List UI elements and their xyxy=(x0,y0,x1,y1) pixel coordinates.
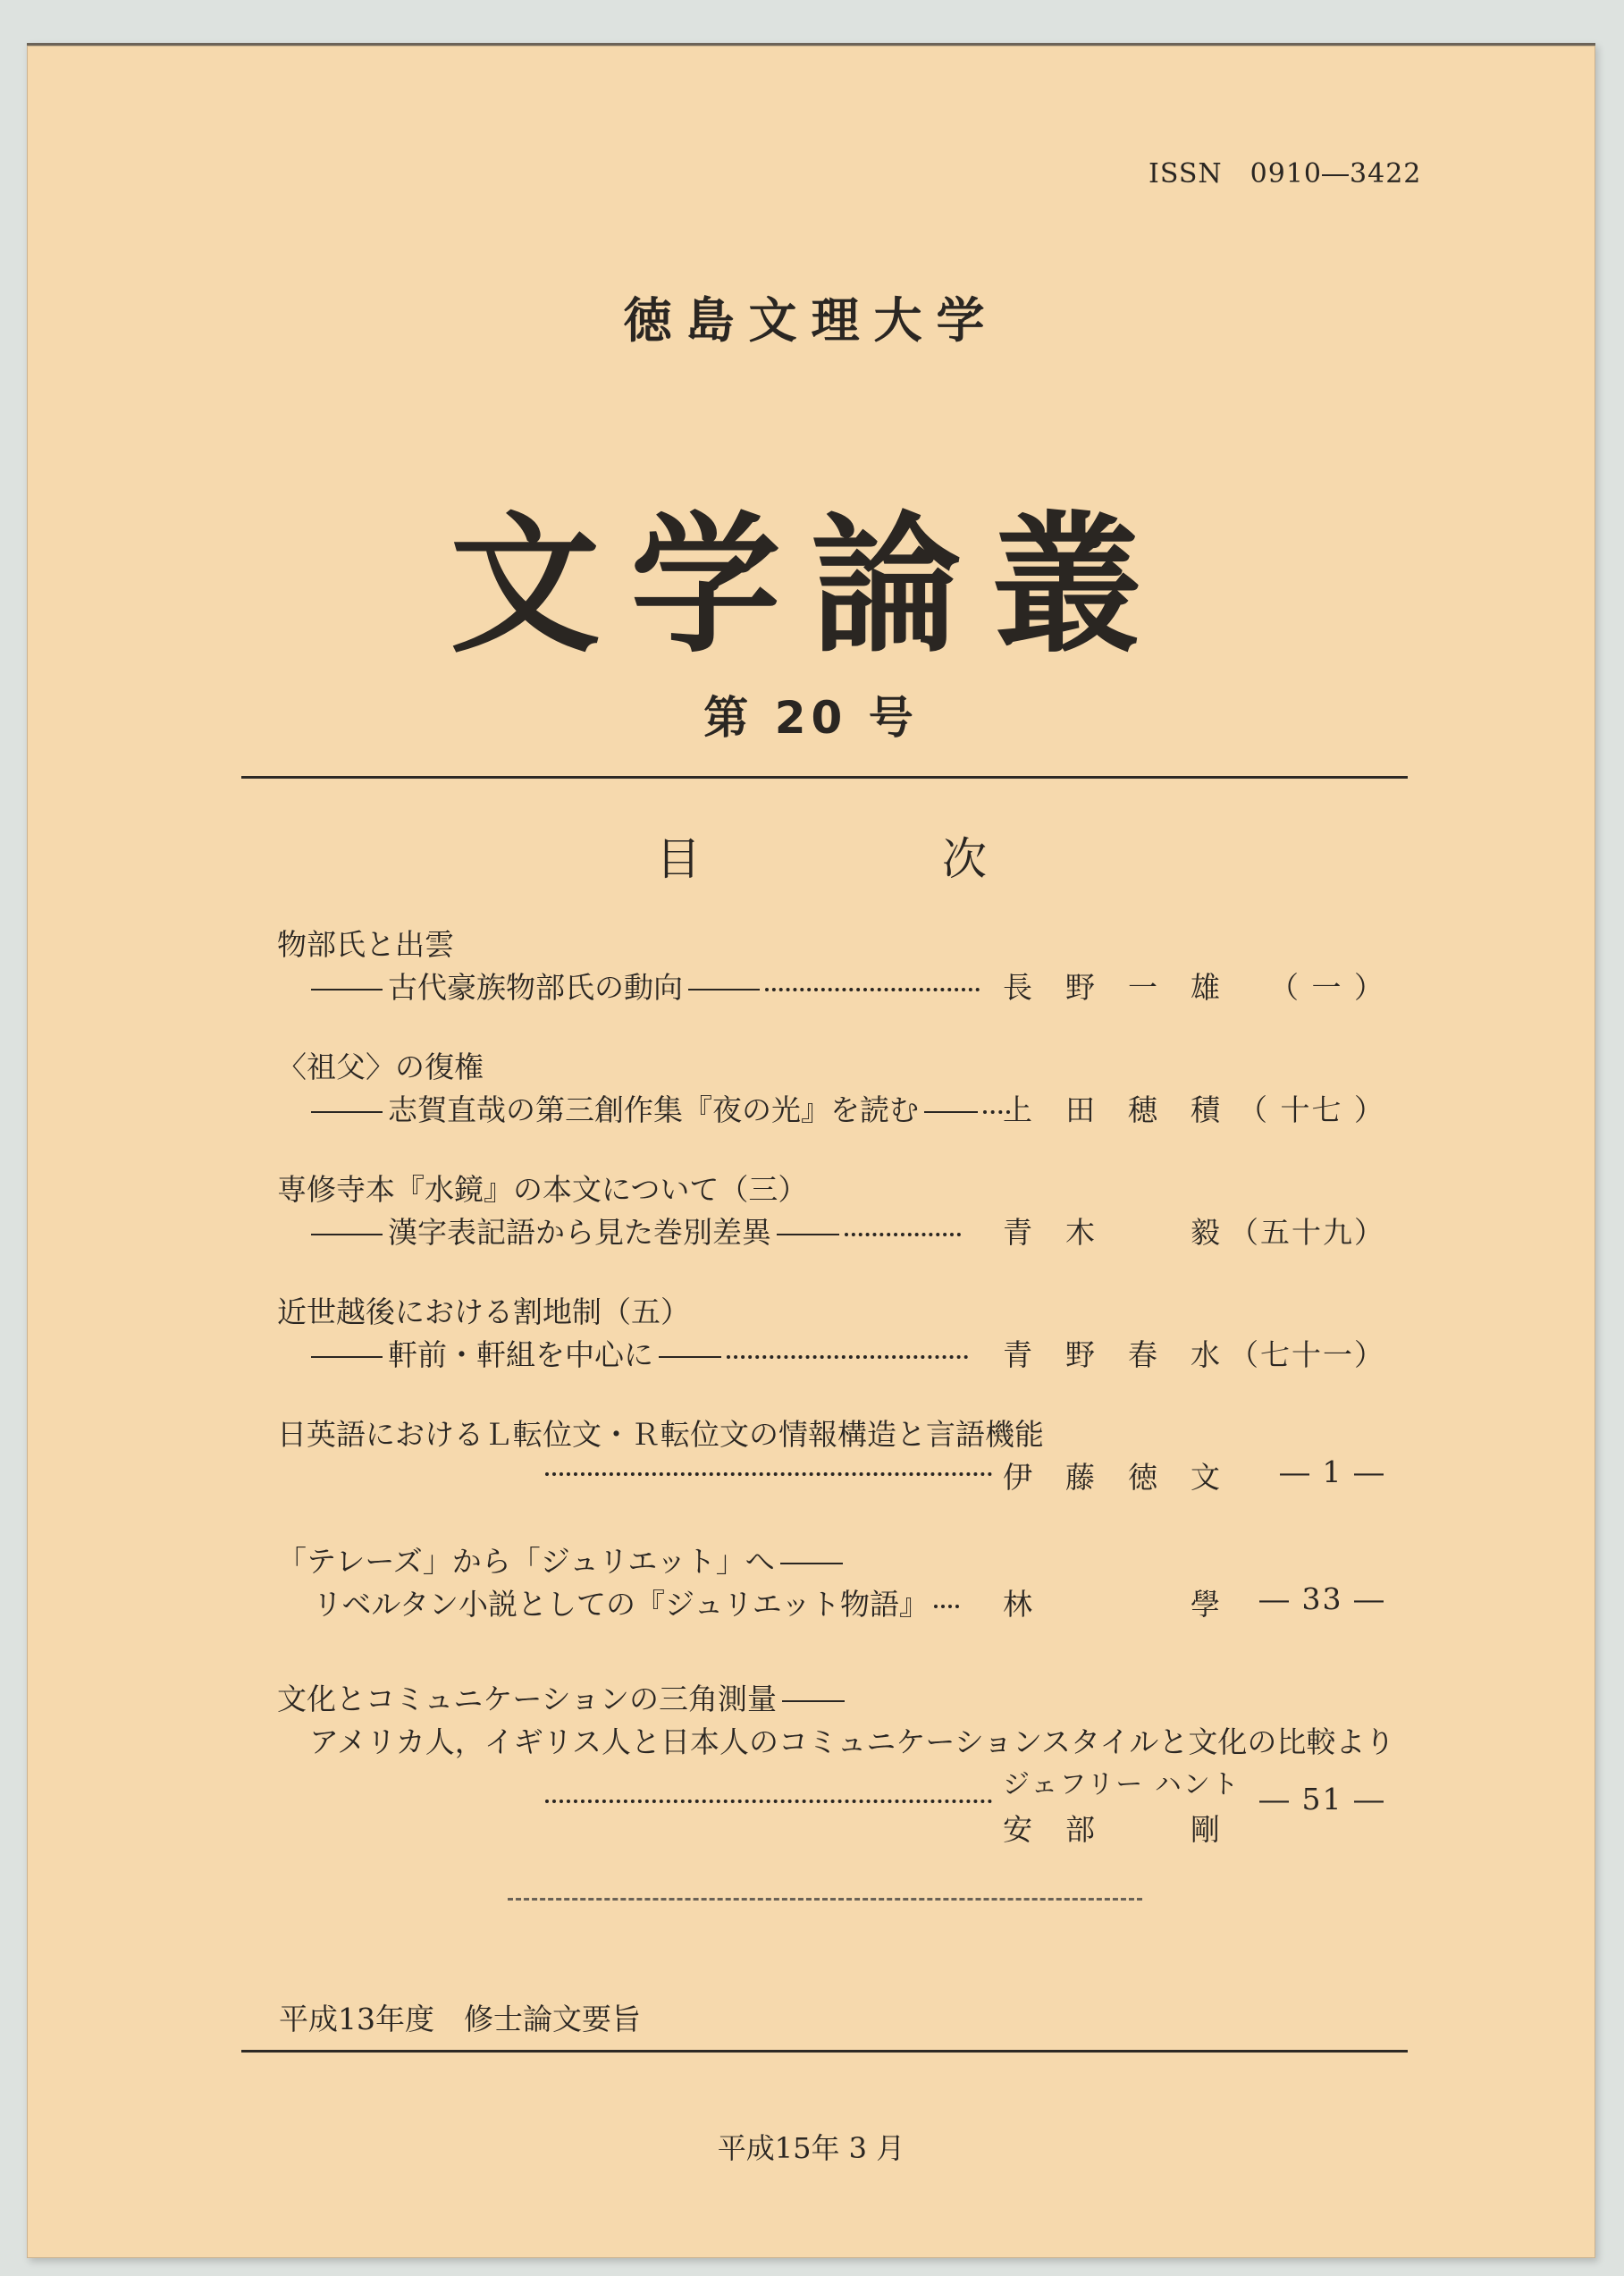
entry-subtitle: 軒前・軒組を中心に xyxy=(388,1337,653,1372)
issn-number: ISSN 0910―3422 xyxy=(1149,158,1422,190)
entry-page: ― 33 ― xyxy=(1259,1581,1385,1616)
entry-author: 長 野 一 雄 xyxy=(1003,970,1222,1005)
entry-page: （ 一 ） xyxy=(1269,970,1385,1005)
university-name: 徳島文理大学 xyxy=(623,292,999,349)
section-separator xyxy=(508,1898,1142,1901)
entry-subtitle: リベルタン小説としての『ジュリエット物語』 xyxy=(313,1587,930,1622)
entry-leader xyxy=(545,1782,992,1817)
entry-subtitle-line xyxy=(306,1087,1010,1129)
entry-author: 青 木 毅 xyxy=(1003,1215,1222,1250)
entry-title: 文化とコミュニケーションの三角測量 xyxy=(277,1682,778,1716)
entry-author: ジェフリー ハント xyxy=(1003,1769,1241,1800)
entry-subtitle-line xyxy=(306,1210,961,1252)
journal-cover xyxy=(27,43,1595,2258)
entry-title: 「テレーズ」から「ジュリエット」へ xyxy=(277,1544,775,1579)
entry-subtitle: 漢字表記語から見た巻別差異 xyxy=(388,1215,771,1250)
entry-title: 専修寺本『水鏡』の本文について（三） xyxy=(277,1172,808,1207)
entry-subtitle-line xyxy=(313,1581,959,1623)
entry-title: 日英語におけるＬ転位文・Ｒ転位文の情報構造と言語機能 xyxy=(277,1417,1044,1452)
entry-leader xyxy=(545,1454,992,1489)
entry-page: （ 十七 ） xyxy=(1238,1092,1385,1127)
toc-heading-right: 次 xyxy=(942,833,987,885)
bottom-divider xyxy=(241,2050,1408,2053)
entry-page: ― 51 ― xyxy=(1259,1782,1385,1817)
entry-subtitle: 志賀直哉の第三創作集『夜の光』を読む xyxy=(388,1092,919,1127)
entry-subtitle-line xyxy=(306,965,980,1007)
entry-title-line xyxy=(277,1676,850,1718)
entry-title-line xyxy=(277,1538,848,1581)
entry-author: 林 學 xyxy=(1003,1587,1222,1622)
entry-title: 物部氏と出雲 xyxy=(277,927,454,962)
journal-title: 文学論叢 xyxy=(450,496,1173,673)
entry-title: 〈祖父〉の復権 xyxy=(277,1049,484,1084)
toc-heading-left: 目 xyxy=(656,833,701,885)
issue-number: 第 20 号 xyxy=(703,692,919,744)
entry-subtitle-line xyxy=(306,1332,968,1374)
entry-page: ― 1 ― xyxy=(1280,1454,1385,1489)
entry-page: （五十九） xyxy=(1229,1215,1385,1250)
thesis-note: 平成13年度 修士論文要旨 xyxy=(279,2002,641,2036)
entry-author: 青 野 春 水 xyxy=(1003,1337,1222,1372)
entry-author: 上 田 穂 積 xyxy=(1003,1092,1222,1127)
top-divider xyxy=(241,776,1408,779)
entry-author: 伊 藤 徳 文 xyxy=(1003,1460,1222,1495)
entry-subtitle: アメリカ人，イギリス人と日本人のコミュニケーションスタイルと文化の比較より xyxy=(309,1724,1395,1759)
publication-date: 平成15年 3 月 xyxy=(717,2131,905,2165)
entry-page: （七十一） xyxy=(1229,1337,1385,1372)
entry-subtitle: 古代豪族物部氏の動向 xyxy=(388,970,683,1005)
entry-author-2: 安 部 剛 xyxy=(1003,1812,1222,1847)
entry-title: 近世越後における割地制（五） xyxy=(277,1294,690,1329)
